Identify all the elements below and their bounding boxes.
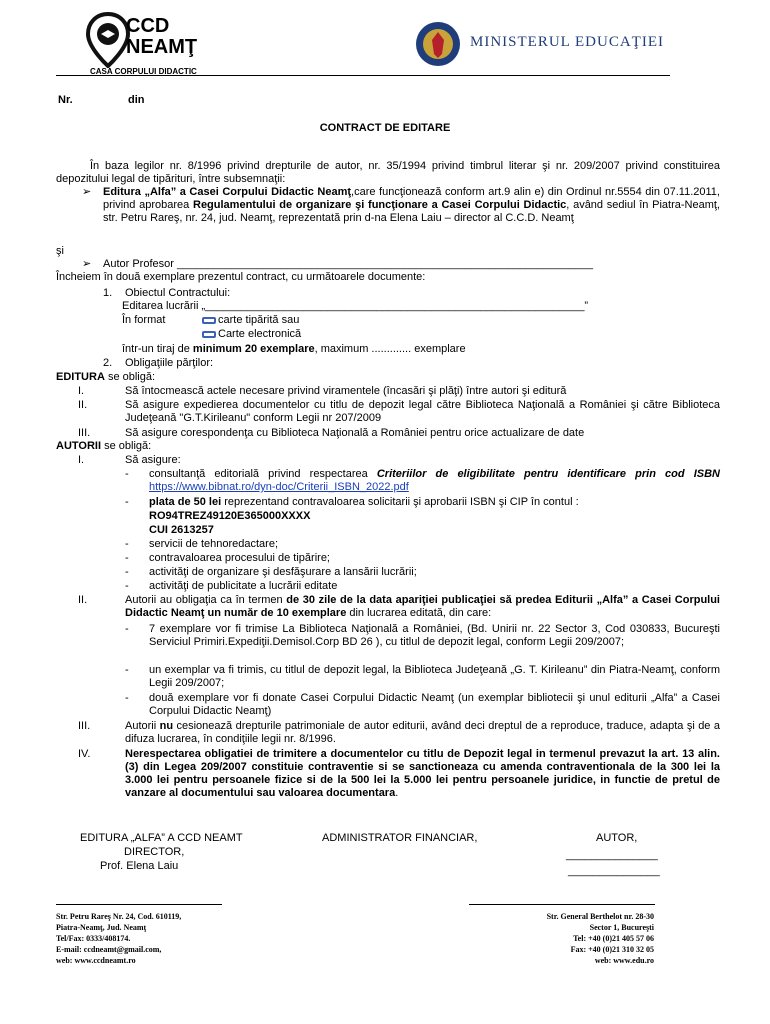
ii-deadline: de 30 zile de la data apariţiei publicaţiei să predea Editurii „Alfa” a Casei Corpului Didactic Neamţ un număr de 10 exemplare [125,594,720,619]
footer-right-line: Sector 1, Bucureşti [589,923,654,932]
footer-left-line: web: www.ccdneamt.ro [56,956,136,965]
footer-right-line: Tel: +40 (0)21 405 57 06 [573,934,654,943]
conclude-text: Încheiem în două exemplare prezentul contract, cu următoarele documente: [56,271,426,283]
iv-dot: . [395,787,399,799]
ccd-pin-icon [86,12,130,68]
logo-title-2: NEAMŢ [126,36,198,58]
iii-text-1: Autorii [125,720,160,732]
autorii-i-title: Să asigure: [125,454,181,466]
tiraj-text-2: , maximum ............. exemplare [314,343,466,355]
cui: CUI 2613257 [149,524,214,536]
editura-suffix: se obligă: [104,371,156,383]
format-label: În format [122,314,166,326]
iban: RO94TREZ49120E365000XXXX [149,510,311,522]
si-text: şi [56,245,64,257]
party1-paragraph [103,186,720,225]
footer-right-line: Fax: +40 (0)21 310 32 05 [570,945,654,954]
service-item: contravaloarea procesului de tipărire; [149,552,330,564]
dash-bullet: - [125,566,129,578]
autorii-suffix: se obligă: [101,440,152,452]
autorii-iii-paragraph [125,720,720,746]
footer-right-line: web: www.edu.ro [594,956,654,965]
din-label: din [128,94,145,106]
plata-amount: plata de 50 lei [149,496,222,508]
header-divider [56,75,670,76]
autorii-heading [56,440,151,453]
section1-num: 1. [103,287,113,299]
editura-item: Să asigure expedierea documentelor cu titlu de depozit legal către Biblioteca Naţională a României şi către Biblioteca Judeţeană "G.T.Kirileanu" conform Legii nr 207/2009 [125,399,720,424]
dash-bullet: - [125,580,129,592]
dash-bullet: - [125,552,129,564]
autorii-i-num: I. [78,454,85,466]
dash-bullet: - [125,496,129,508]
option-printed-label: carte tipărită sau [218,314,300,326]
tiraj-minimum: minimum 20 exemplare [192,343,315,355]
ministry-logo [414,20,694,70]
editing-line: Editarea lucrării „______________________________________________________________” [122,300,589,312]
autorii-iii-num: III. [78,720,91,732]
section1-title: Obiectul Contractului: [125,287,231,299]
page-title: CONTRACT DE EDITARE [319,122,451,134]
plata-item [149,496,720,509]
arrow-icon: ➢ [82,186,92,198]
consult-item [149,468,720,494]
service-item: activităţi de organizare şi desfăşurare a lansării lucrării; [149,566,417,578]
format-option-electronic[interactable] [202,328,301,341]
sig-name: Prof. Elena Laiu [100,860,179,872]
autorii-label: AUTORII [56,440,102,452]
consult-text: consultanţă editorială privind respectarea [149,468,377,480]
dash-bullet: - [125,623,129,635]
party1-text-2: , având sediul în Piatra-Neamţ, str. Petru Rareş, nr. 24, jud. Neamţ, reprezentată prin d-na Elena Laiu – director al C.C.D. Neamţ [103,199,720,224]
plata-text: reprezentand contravaloarea solicitarii şi aprobarii ISBN şi CIP în contul : [221,496,579,508]
footer-left-line: E-mail: ccdneamt@gmail.com, [56,945,162,954]
section2-title: Obligaţiile părţilor: [125,357,214,369]
checkbox-electronic[interactable] [202,331,216,338]
party2-line: Autor Profesor ____________________________________________________________________ [103,258,593,270]
editura-item-num: III. [78,427,91,439]
copies-item: 7 exemplare vor fi trimise La Biblioteca Naţională a României, (Bd. Unirii nr. 22 Sector 3, Cod 030833, Bucureşti Serviciul Primiri.Expediţii.Demisol.Corp BD 26 ), cu titlul de depozit legal, conform Legii 209/2007; [149,623,720,648]
editura-item-num: II. [78,399,88,411]
footer-left-line: Tel/Fax: 0333/408174. [56,934,131,943]
copies-item: două exemplare vor fi donate Casei Corpului Didactic Neamţ (un exemplar bibliotecii şi unul editurii „Alfa” a Casei Corpului Didactic Neamţ) [149,692,720,717]
dash-bullet: - [125,664,129,676]
ministry-crest-icon [414,20,462,68]
footer-right-rule [469,904,655,905]
footer-right [470,911,654,966]
checkbox-printed[interactable] [202,317,216,324]
logo-subtitle: CASA CORPULUI DIDACTIC [90,67,197,76]
ccd-logo [86,10,226,76]
tiraj-text-1: într-un tiraj de [122,343,193,355]
editura-heading [56,371,155,384]
footer-left-line: Str. Petru Rareş Nr. 24, Cod. 610119, [56,912,182,921]
copies-item: un exemplar va fi trimis, cu titlul de depozit legal, la Biblioteca Judeţeană „G. T. Kirileanu” din Piatra-Neamţ, conform Legii 209/2007; [149,664,720,689]
section2-num: 2. [103,357,113,369]
sig-director: DIRECTOR, [124,846,185,858]
dash-bullet: - [125,468,129,480]
service-item: servicii de tehnoredactare; [149,538,279,550]
editura-item: Să asigure corespondenţa cu Biblioteca Naţională a României pentru orice actualizare de date [125,427,585,439]
editura-name: Editura „Alfa” a Casei Corpului Didactic Neamţ [103,186,352,198]
footer-left [56,911,181,966]
format-option-printed[interactable] [202,314,299,327]
logo-title-1: CCD [126,15,170,37]
dash-bullet: - [125,538,129,550]
footer-left-line: Piatra-Neamţ, Jud. Neamţ [56,923,147,932]
regulament-name: Regulamentului de organizare şi funcţionare a Casei Corpului Didactic [193,199,567,211]
autorii-iv-num: IV. [78,748,91,760]
arrow-icon: ➢ [82,258,92,270]
editura-label: EDITURA [56,371,105,383]
editura-item: Să întocmească actele necesare privind viramentele (încasări şi plăţi) între autori şi editură [125,385,567,397]
autorii-ii-paragraph [125,594,720,620]
ii-text-1: Autorii au obligaţia ca în termen [125,594,287,606]
autorii-ii-num: II. [78,594,88,606]
sig-line: _______________ [566,849,658,861]
isbn-criteria-link[interactable]: https://www.bibnat.ro/dyn-doc/Criterii_ISBN_2022.pdf [149,481,409,493]
party1-text-1: ,care funcţionează conform art.9 alin e) din Ordinul nr.5554 din 07.11.2011, privind aprobarea [103,186,720,211]
sig-editura: EDITURA „ALFA” A CCD NEAMT [80,832,243,844]
consult-criteria: Criteriilor de eligibilitate pentru identificare prin cod ISBN [376,468,720,480]
intro-paragraph: În baza legilor nr. 8/1996 privind drepturile de autor, nr. 35/1994 privind timbrul literar şi nr. 209/2007 privind constituirea depozitului legal de tipărituri, între subsemnaţii: [56,160,720,185]
editura-item-num: I. [78,385,85,397]
service-item: activităţi de publicitate a lucrării editate [149,580,338,592]
sig-line: _______________ [568,865,660,877]
ministry-name: MINISTERUL EDUCAŢIEI [470,34,665,50]
tiraj-line [122,343,466,356]
sig-admin: ADMINISTRATOR FINANCIAR, [322,832,478,844]
iii-nu: nu [159,720,174,732]
footer-left-rule [56,904,222,905]
iii-text-2: cesionează drepturile patrimoniale de autor editurii, având deci dreptul de a reproduce, traduce, adapta şi de a difuza lucrarea, în condiţiile legii nr. 8/1996. [125,720,720,745]
dash-bullet: - [125,692,129,704]
nr-label: Nr. [58,94,73,106]
sig-autor: AUTOR, [596,832,638,844]
autorii-iv-paragraph [125,748,720,800]
ii-text-2: din lucrarea editată, din care: [346,607,492,619]
option-electronic-label: Carte electronică [218,328,302,340]
iv-text: Nerespectarea obligatiei de trimitere a documentelor cu titlu de Depozit legal in termenul prevazut la art. 13 alin. (3) din Legea 209/2007 constituie contraventie si se sanctioneaza cu amenda contraventionala de la 300 lei la 3.000 lei pentru persoanele fizice si de la 500 lei la 5.000 lei pentru persoanele juridice, in functie de pretul de vanzare al documentului sau valoarea documentara [125,748,720,799]
footer-right-line: Str. General Berthelot nr. 28-30 [546,912,654,921]
